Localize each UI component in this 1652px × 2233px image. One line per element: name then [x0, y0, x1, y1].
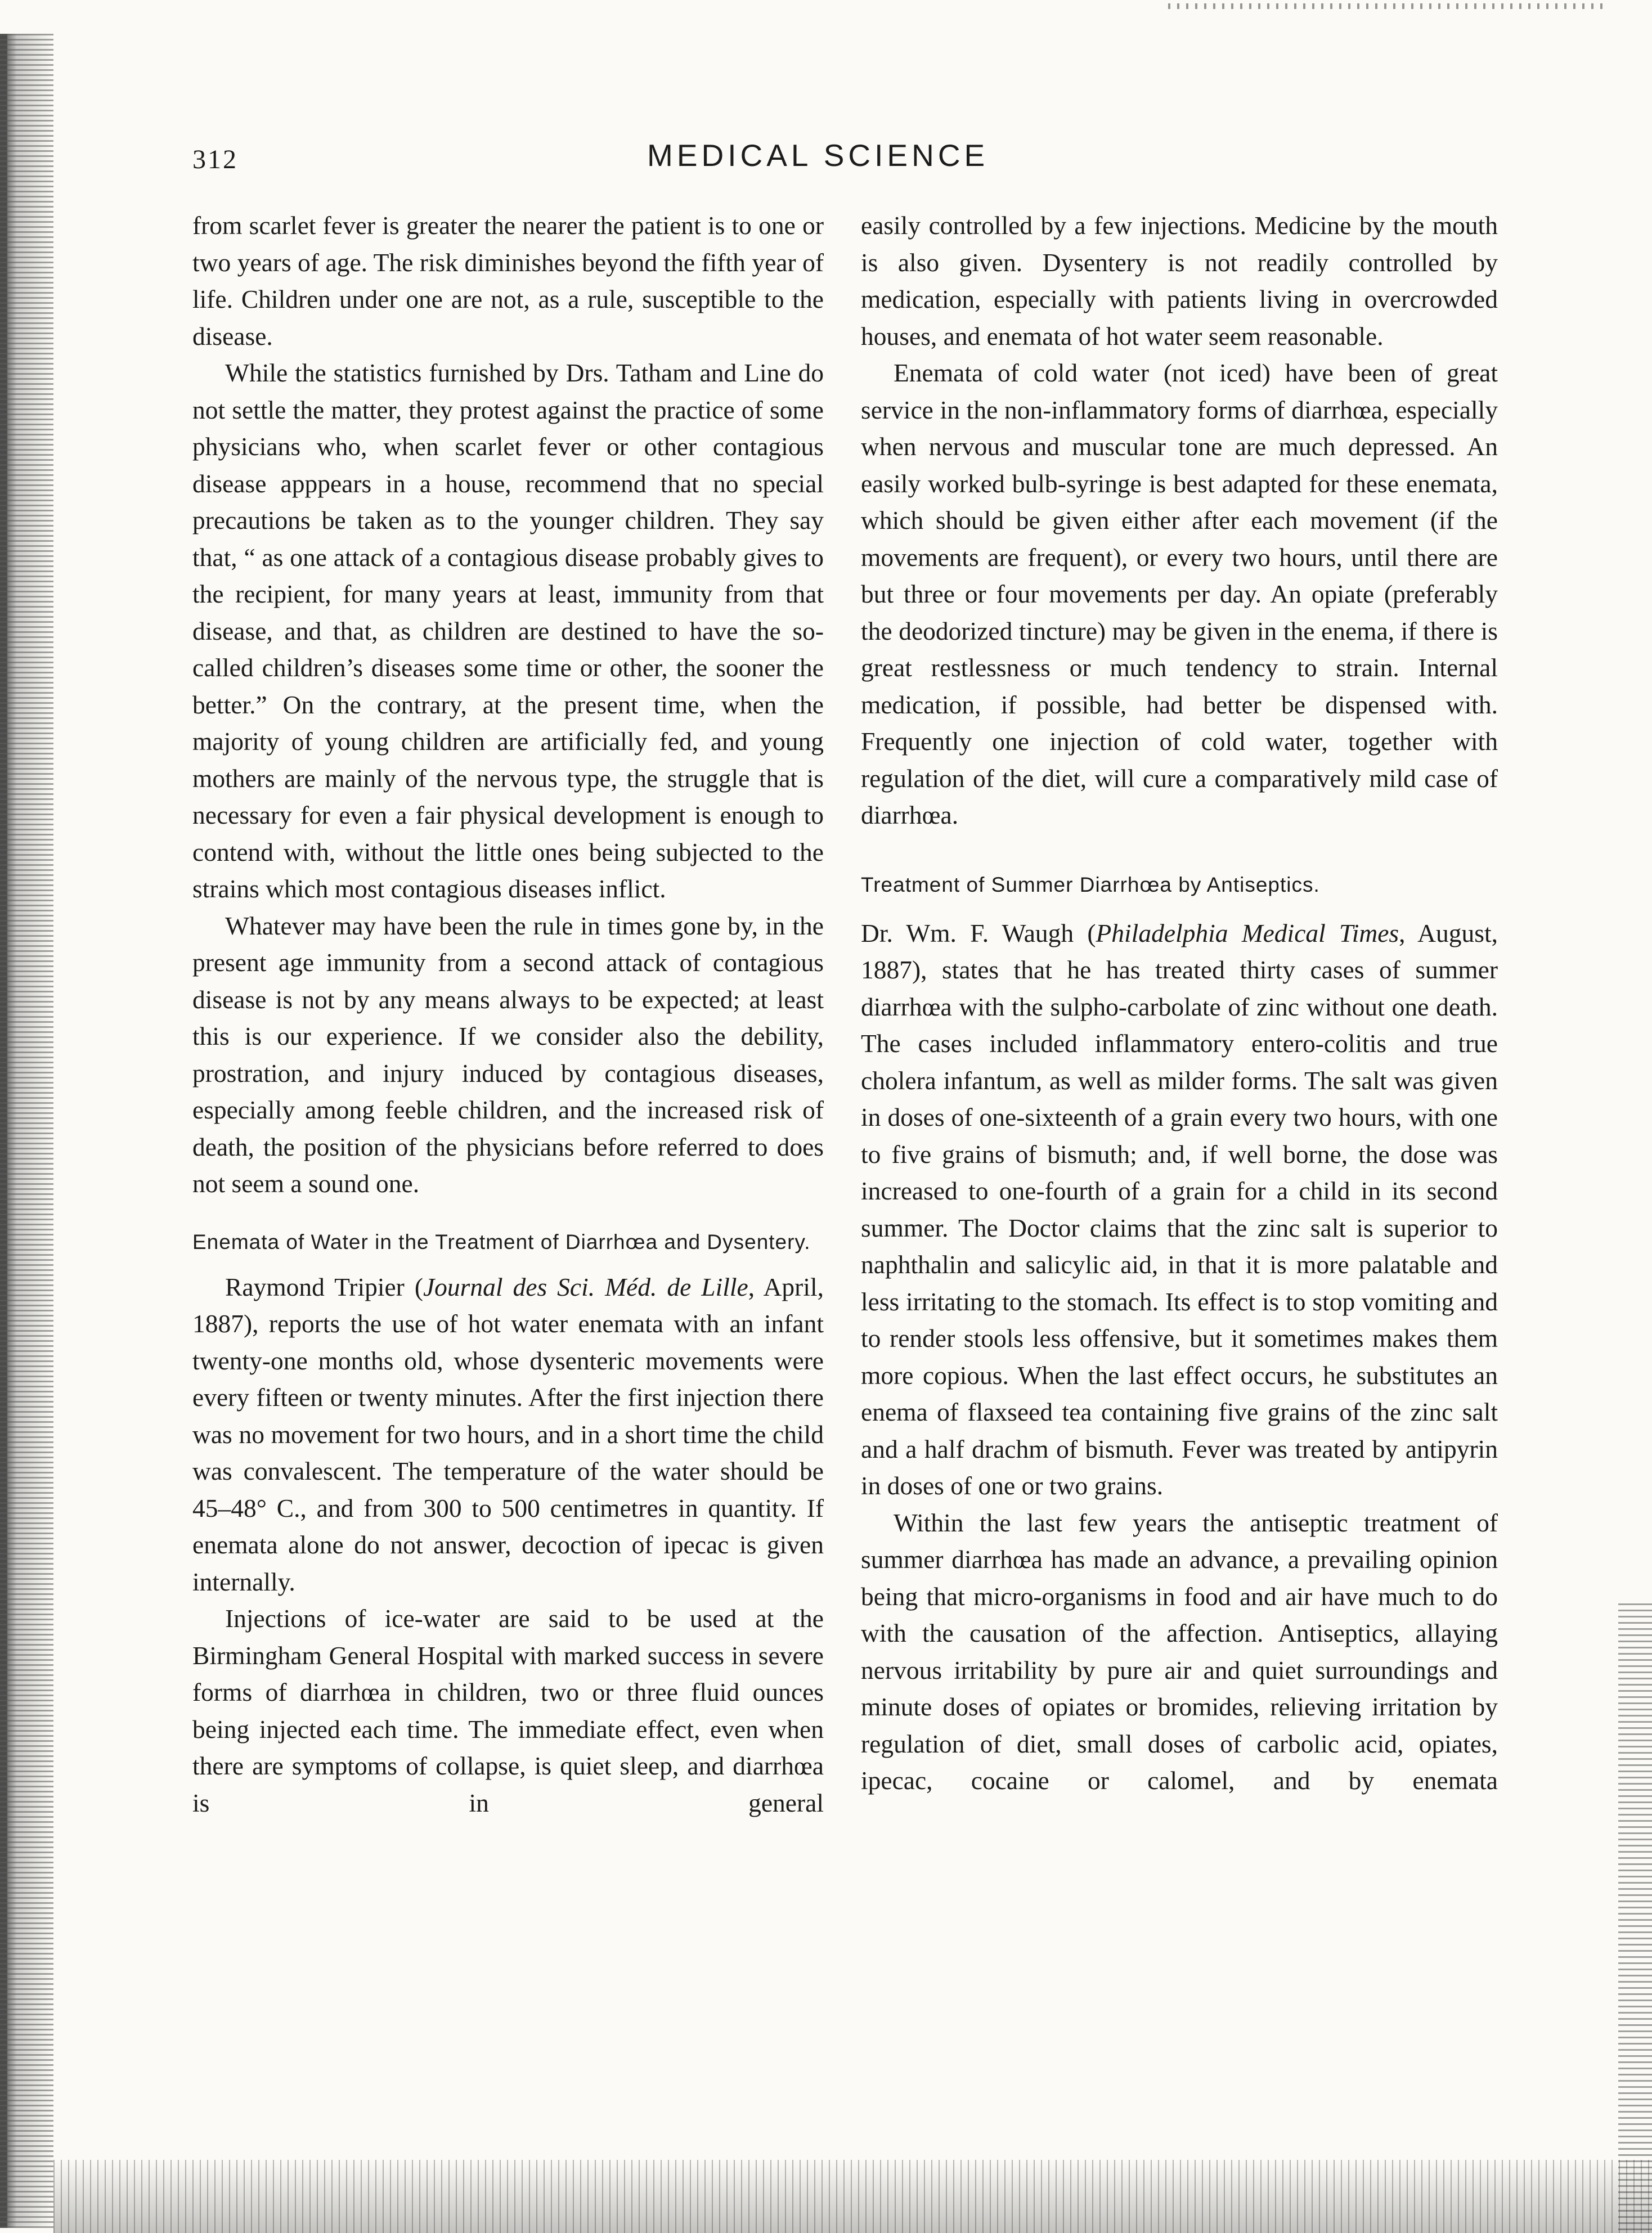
- scan-edge-left: [0, 34, 53, 2228]
- paragraph-body: , April, 1887), reports the use of hot water enemata with an infant twenty-one months old, whose dysenteric movements were every fifteen or twenty minutes. After the first injection there was no movement for two hours, and in a short time the child was convalescent. The temperature of the water should be 45–48° C., and from 300 to 500 centimetres in quantity. If enemata alone do not answer, decoction of ipecac is given internally.: [192, 1272, 824, 1596]
- paragraph-body: , August, 1887), states that he has treated thirty cases of summer diarrhœa with the sulpho-carbolate of zinc without one death. The cases included inflammatory entero-colitis and true cholera infantum, as well as milder forms. The salt was given in doses of one-sixteenth of a grain every two hours, with one to five grains of bismuth; and, if well borne, the dose was increased to one-fourth of a grain for a child in its second summer. The Doctor claims that the zinc salt is superior to naphthalin and salicylic aid, in that it is more palatable and less irritating to the stomach. Its effect is to stop vomiting and to render stools less offensive, but it sometimes makes them more copious. When the last effect occurs, he substitutes an enema of flaxseed tea containing five grains of the zinc salt and a half drachm of bismuth. Fever was treated by antipyrin in doses of one or two grains.: [861, 918, 1498, 1500]
- left-paragraph-2: While the statistics furnished by Drs. Tatham and Line do not settle the matter, they protest against the practice of some physicians who, when scarlet fever or other contagious disease apppears in a house, recommend that no special precautions be taken as to the younger children. They say that, “ as one attack of a contagious disease probably gives to the recipient, for many years at least, immunity from that disease, and that, as children are destined to have the so-called children’s diseases some time or other, the sooner the better.” On the contrary, at the present time, when the majority of young children are artificially fed, and young mothers are mainly of the nervous type, the struggle that is necessary for even a fair physical development is enough to contend with, without the little ones being subjected to the strains which most contagious diseases inflict.: [192, 358, 824, 903]
- paragraph-intro: Dr. Wm. F. Waugh (: [861, 918, 1096, 947]
- right-paragraph-1: easily controlled by a few injections. Medicine by the mouth is also given. Dysentery is not readily controlled by medication, especially with patients living in overcrowded houses, and enemata of hot water seem reasonable.: [861, 211, 1498, 351]
- journal-title: Philadelphia Medical Times: [1096, 918, 1399, 947]
- scan-edge-top: [1168, 3, 1607, 9]
- running-title: MEDICAL SCIENCE: [647, 138, 989, 173]
- paragraph-intro: Raymond Tripier (: [225, 1272, 423, 1301]
- left-column: [192, 207, 824, 1821]
- right-column: [861, 207, 1498, 1799]
- scan-edge-bottom: [53, 2160, 1652, 2233]
- left-paragraph-1: from scarlet fever is greater the nearer the patient is to one or two years of age. The risk diminishes beyond the fifth year of life. Children under one are not, as a rule, susceptible to the disease.: [192, 211, 824, 351]
- left-paragraph-4: [192, 1269, 824, 1601]
- journal-title: Journal des Sci. Méd. de Lille: [423, 1272, 748, 1301]
- right-paragraph-3: [861, 915, 1498, 1504]
- page-number: 312: [192, 145, 238, 174]
- section-heading-antiseptics: Treatment of Summer Diarrhœa by Antiseptics.: [861, 873, 1320, 896]
- left-paragraph-3: Whatever may have been the rule in times gone by, in the present age immunity from a second attack of contagious disease is not by any means always to be expected; at least this is our experience. If we consider also the debility, prostration, and injury induced by contagious diseases, especially among feeble children, and the increased risk of death, the position of the physicians before referred to does not seem a sound one.: [192, 911, 824, 1198]
- scan-edge-right: [1618, 1603, 1652, 2233]
- right-paragraph-4: Within the last few years the antiseptic treatment of summer diarrhœa has made an advance, a prevailing opinion being that micro-organisms in food and air have much to do with the causation of the affection. Antiseptics, allaying nervous irritability by pure air and quiet surroundings and minute doses of opiates or bromides, relieving irritation by regulation of diet, small doses of carbolic acid, opiates, ipecac, cocaine or calomel, and by enemata: [861, 1508, 1498, 1795]
- section-heading-enemata: Enemata of Water in the Treatment of Diarrhœa and Dysentery.: [192, 1230, 811, 1253]
- left-paragraph-5: Injections of ice-water are said to be used at the Birmingham General Hospital with marked success in severe forms of diarrhœa in children, two or three fluid ounces being injected each time. The immediate effect, even when there are symptoms of collapse, is quiet sleep, and diarrhœa is in general: [192, 1604, 824, 1817]
- right-paragraph-2: Enemata of cold water (not iced) have been of great service in the non-inflammatory forms of diarrhœa, especially when nervous and muscular tone are much depressed. An easily worked bulb-syringe is best adapted for these enemata, which should be given either after each movement (if the movements are frequent), or every two hours, until there are but three or four movements per day. An opiate (preferably the deodorized tincture) may be given in the enema, if there is great restlessness or much tendency to strain. Internal medication, if possible, had better be dispensed with. Frequently one injection of cold water, together with regulation of the diet, will cure a comparatively mild case of diarrhœa.: [861, 358, 1498, 829]
